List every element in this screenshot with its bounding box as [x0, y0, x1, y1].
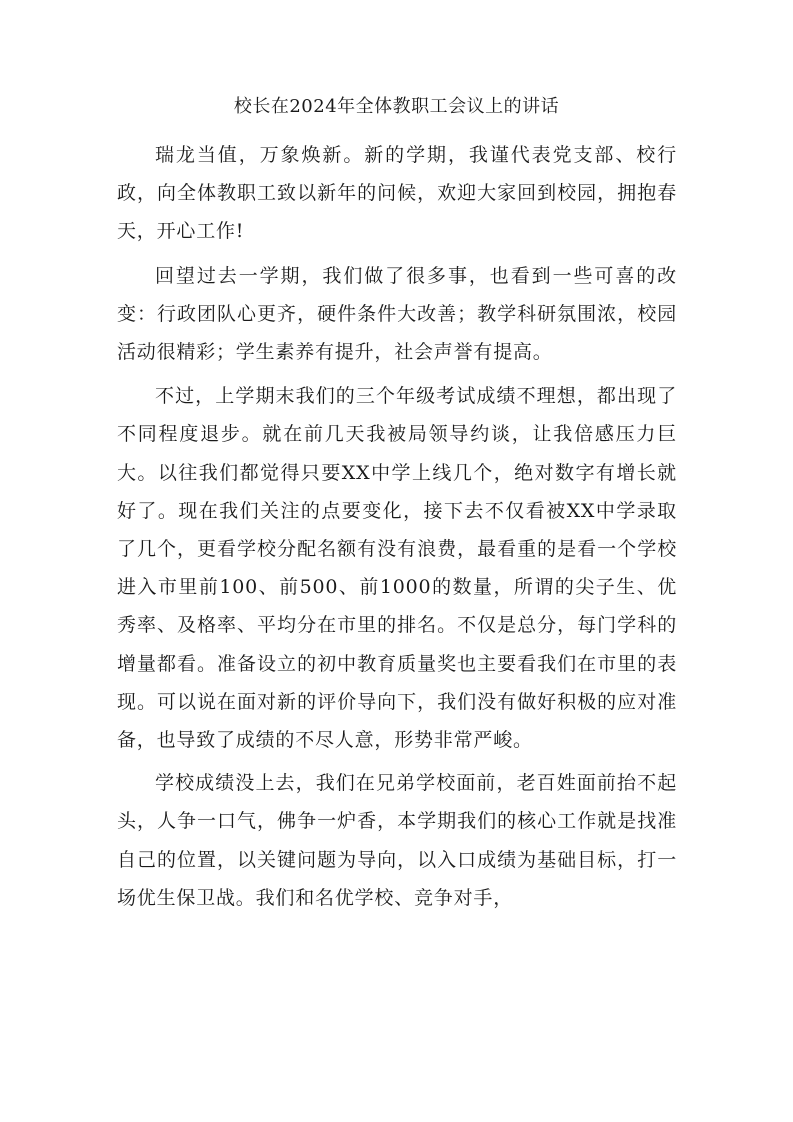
paragraph-greeting: 瑞龙当值，万象焕新。新的学期，我谨代表党支部、校行政，向全体教职工致以新年的问候，欢迎大家回到校园，拥抱春天，开心工作!: [117, 144, 677, 243]
document-title: 校长在2024年全体教职工会议上的讲话: [233, 96, 560, 117]
paragraph-core-work: 学校成绩没上去，我们在兄弟学校面前，老百姓面前抬不起头，人争一口气，佛争一炉香，本学期我们的核心工作就是找准自己的位置，以关键问题为导向，以入口成绩为基础目标，打一场优生保卫战。我们和名优学校、竞争对手，: [117, 772, 677, 909]
paragraph-review: 回望过去一学期，我们做了很多事，也看到一些可喜的改变：行政团队心更齐，硬件条件大改善；教学科研氛围浓，校园活动很精彩；学生素养有提升，社会声誉有提高。: [117, 264, 677, 364]
document-body: [117, 136, 677, 917]
paragraph-challenges: 不过，上学期末我们的三个年级考试成绩不理想，都出现了不同程度退步。就在前几天我被局领导约谈，让我倍感压力巨大。以往我们都觉得只要XX中学上线几个，绝对数字有增长就好了。现在我们关注的点要变化，接下去不仅看被XX中学录取了几个，更看学校分配名额有没有浪费，最看重的是看一个学校进入市里前100、前500、前1000的数量，所谓的尖子生、优秀率、及格率、平均分在市里的排名。不仅是总分，每门学科的增量都看。准备设立的初中教育质量奖也主要看我们在市里的表现。可以说在面对新的评价导向下，我们没有做好积极的应对准备，也导致了成绩的不尽人意，形势非常严峻。: [117, 385, 677, 752]
